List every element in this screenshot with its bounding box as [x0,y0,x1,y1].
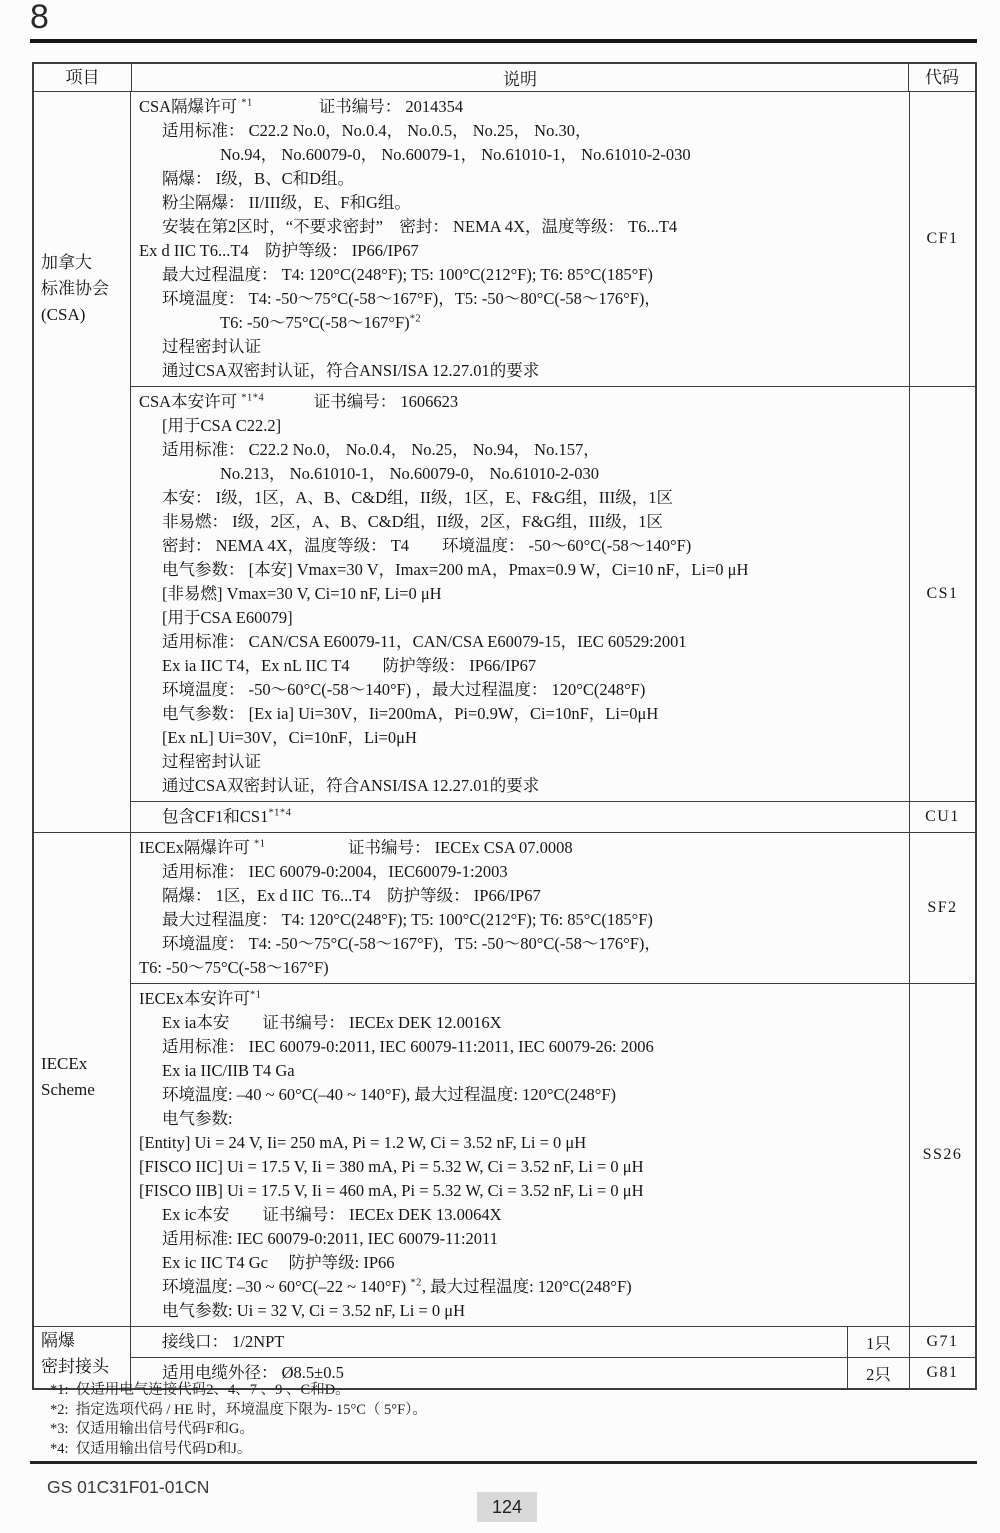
description-cell [131,387,909,801]
description-line: 适用标准： C22.2 No.0， No.0.4， No.25， No.94， No.157， [162,440,600,459]
table-row [131,92,975,386]
group-label [34,833,131,1326]
description-cell [131,833,909,983]
footnote-marker: *1 [241,97,253,109]
group-rows [131,833,975,1326]
description-line: [Entity] Ui = 24 V, Ii= 250 mA, Pi = 1.2 W, Ci = 3.52 nF, Li = 0 μH [139,1133,587,1152]
quantity-cell: 2只 [847,1358,909,1388]
description-cell [131,92,909,386]
group-label-line: Scheme [41,1080,95,1099]
description-line: No.94， No.60079-0， No.60079-1， No.61010-1， No.61010-2-030 [220,145,691,164]
description-line: [用于CSA C22.2] [162,416,282,435]
description-line: No.213， No.61010-1， No.60079-0， No.61010-2-030 [220,464,600,483]
description-line: 隔爆： I级，B、C和D组。 [162,169,355,188]
description-line: Ex ia IIC/IIB T4 Ga [162,1061,295,1080]
description-line: Ex ic本安 证书编号： IECEx DEK 13.0064X [162,1205,502,1224]
description-line: 隔爆： 1区，Ex d IIC T6...T4 防护等级： IP66/IP67 [162,886,541,905]
footnote-marker: *1*4 [241,392,265,404]
description-line: 接线口： 1/2NPT [162,1332,285,1351]
description-line: [FISCO IIB] Ui = 17.5 V, Ii = 460 mA, Pi = 5.32 W, Ci = 3.52 nF, Li = 0 μH [139,1181,644,1200]
description-line: 电气参数： [本安] Vmax=30 V，Imax=200 mA，Pmax=0.9 W，Ci=10 nF，Li=0 μH [162,560,749,579]
description-line: 过程密封认证 [162,752,261,771]
group-label-line: 隔爆 [41,1331,75,1350]
footnote-marker: *2 [409,313,422,325]
code-cell: G71 [909,1327,975,1357]
footnote-marker: *1 [254,838,266,850]
footnote-line: *4: 仅适用输出信号代码D和J。 [50,1440,252,1457]
description-line: 安装在第2区时，“不要求密封” 密封： NEMA 4X，温度等级： T6...T4 [162,217,678,236]
description-line: 环境温度: –40 ~ 60°C(–40 ~ 140°F), 最大过程温度: 120°C(248°F) [162,1085,617,1104]
footnote-line: *3: 仅适用输出信号代码F和G。 [50,1421,254,1437]
description-line: 环境温度： T4: -50～75°C(-58～167°F)，T5: -50～80°C(-58～176°F)， [162,289,661,308]
spec-table [32,62,977,1390]
header-cell-code: 代码 [908,64,975,91]
table-row [131,1327,975,1357]
group-label-line: (CSA) [41,305,86,324]
description-cell [131,984,909,1326]
description-line: 非易燃： I级，2区，A、B、C&D组，II级，2区，F&G组，III级，1区 [162,512,663,531]
code-cell: G81 [909,1358,975,1388]
quantity-cell: 1只 [847,1327,909,1357]
description-line: IECEx本安许可$^{*1}$ [139,989,262,1008]
description-line: 最大过程温度： T4: 120°C(248°F); T5: 100°C(212°F); T6: 85°C(185°F) [162,265,653,284]
description-line: 密封： NEMA 4X，温度等级： T4 环境温度： -50～60°C(-58～140°F) [162,536,692,555]
description-line: 最大过程温度： T4: 120°C(248°F); T5: 100°C(212°F); T6: 85°C(185°F) [162,910,653,929]
description-line: Ex ic IIC T4 Gc 防护等级: IP66 [162,1253,395,1272]
footnote-marker: *1 [249,989,262,1001]
description-line: Ex ia IIC T4，Ex nL IIC T4 防护等级： IP66/IP67 [162,656,537,675]
table-row [131,983,975,1326]
description-line: 环境温度： -50～60°C(-58～140°F) ，最大过程温度： 120°C(248°F) [162,680,646,699]
table-row [131,801,975,832]
description-line: 电气参数: Ui = 32 V, Ci = 3.52 nF, Li = 0 μH [162,1301,465,1320]
description-line: 适用标准: IEC 60079-0:2011, IEC 60079-11:2011 [162,1229,498,1248]
description-line: 适用标准： IEC 60079-0:2011, IEC 60079-11:2011, IEC 60079-26: 2006 [162,1037,654,1056]
description-line: CSA隔爆许可 $^{*1}$ 证书编号： 2014354 [139,97,464,116]
table-group [34,92,975,832]
code-cell: SF2 [909,833,975,983]
description-line: 包含CF1和$CS1^{*1*4}$ [162,807,292,826]
description-line: IECEx隔爆许可 $^{*1}$ 证书编号： IECEx CSA 07.0008 [139,838,573,857]
footnote-line: *2: 指定选项代码 / HE 时，环境温度下限为- 15°C（ 5°F）。 [50,1401,427,1418]
table-group [34,1326,975,1388]
description-line: 环境温度： T4: -50～75°C(-58～167°F)，T5: -50～80°C(-58～176°F)， [162,934,661,953]
description-line: 电气参数： [Ex ia] Ui=30V，Ii=200mA，Pi=0.9W，Ci=10nF，Li=0μH [162,704,659,723]
footnote-marker: *2 [410,1277,422,1289]
code-cell: CS1 [909,387,975,801]
footer-doc-number: GS 01C31F01-01CN [47,1477,210,1497]
footer-rule [30,1461,977,1464]
description-line: [用于CSA E60079] [162,608,293,627]
description-cell [131,802,909,832]
group-label [34,92,131,832]
table-row [131,833,975,983]
footnote-line: *1: 仅适用电气连接代码2、4、7 、9 、C和D。 [50,1382,350,1398]
group-rows [131,92,975,832]
description-line: T6: -50～75°C(-58～167°F) [139,958,329,977]
description-line: 本安： I级，1区，A、B、C&D组，II级，1区，E、F&G组，III级，1区 [162,488,674,507]
table-body [34,92,975,1388]
description-line: 适用电缆外径： Ø8.5±0.5 [162,1363,344,1382]
footnote-marker: *1*4 [268,807,292,819]
group-label-line: IECEx [41,1054,88,1073]
description-line: 适用标准： CAN/CSA E60079-11，CAN/CSA E60079-15，IEC 60529:2001 [162,632,687,651]
description-line: 电气参数: [162,1109,233,1128]
group-rows [131,1327,975,1388]
footer-page-number: 124 [477,1492,537,1522]
code-cell: CU1 [909,802,975,832]
description-line: Ex ia本安 证书编号： IECEx DEK 12.0016X [162,1013,502,1032]
description-line: 环境温度: –30 ~ 60°C(–22 ~ 140°F) $^{*2}$, 最大过程温度: 120°C(248°F) [162,1277,632,1296]
description-line: 适用标准： C22.2 No.0，No.0.4， No.0.5， No.25， No.30， [162,121,592,140]
group-label-line: 加拿大 [41,253,92,272]
description-line: 粉尘隔爆： II/III级，E、F和G组。 [162,193,411,212]
description-line: 过程密封认证 [162,337,261,356]
description-line: Ex d IIC T6...T4 防护等级： IP66/IP67 [139,241,419,260]
footnotes [50,1381,427,1459]
group-label [34,1327,131,1388]
description-line: CSA本安许可 $^{*1*4}$ 证书编号： 1606623 [139,392,459,411]
description-cell [131,1327,847,1357]
description-line: 适用标准： IEC 60079-0:2004，IEC60079-1:2003 [162,862,508,881]
header-cell-item: 项目 [34,64,132,91]
description-line: [Ex nL] Ui=30V，Ci=10nF，Li=0μH [162,728,417,747]
code-cell: SS26 [909,984,975,1326]
table-group [34,832,975,1326]
top-rule [30,39,977,43]
group-label-line: 标准协会 [41,279,109,298]
description-line: 通过CSA双密封认证，符合ANSI/ISA 12.27.01的要求 [162,776,540,795]
code-cell: CF1 [909,92,975,386]
page-top-number: 8 [30,0,49,36]
table-row [131,386,975,801]
group-label-line: 密封接头 [41,1357,109,1376]
header-cell-desc: 说明 [503,70,537,89]
table-header-row [34,64,975,92]
description-line: T6: -50～75°C(-58～167°F)$^{*2}$ [220,313,422,332]
description-line: 通过CSA双密封认证，符合ANSI/ISA 12.27.01的要求 [162,361,540,380]
description-line: [非易燃] Vmax=30 V, Ci=10 nF, Li=0 μH [162,584,442,603]
description-line: [FISCO IIC] Ui = 17.5 V, Ii = 380 mA, Pi = 5.32 W, Ci = 3.52 nF, Li = 0 μH [139,1157,644,1176]
